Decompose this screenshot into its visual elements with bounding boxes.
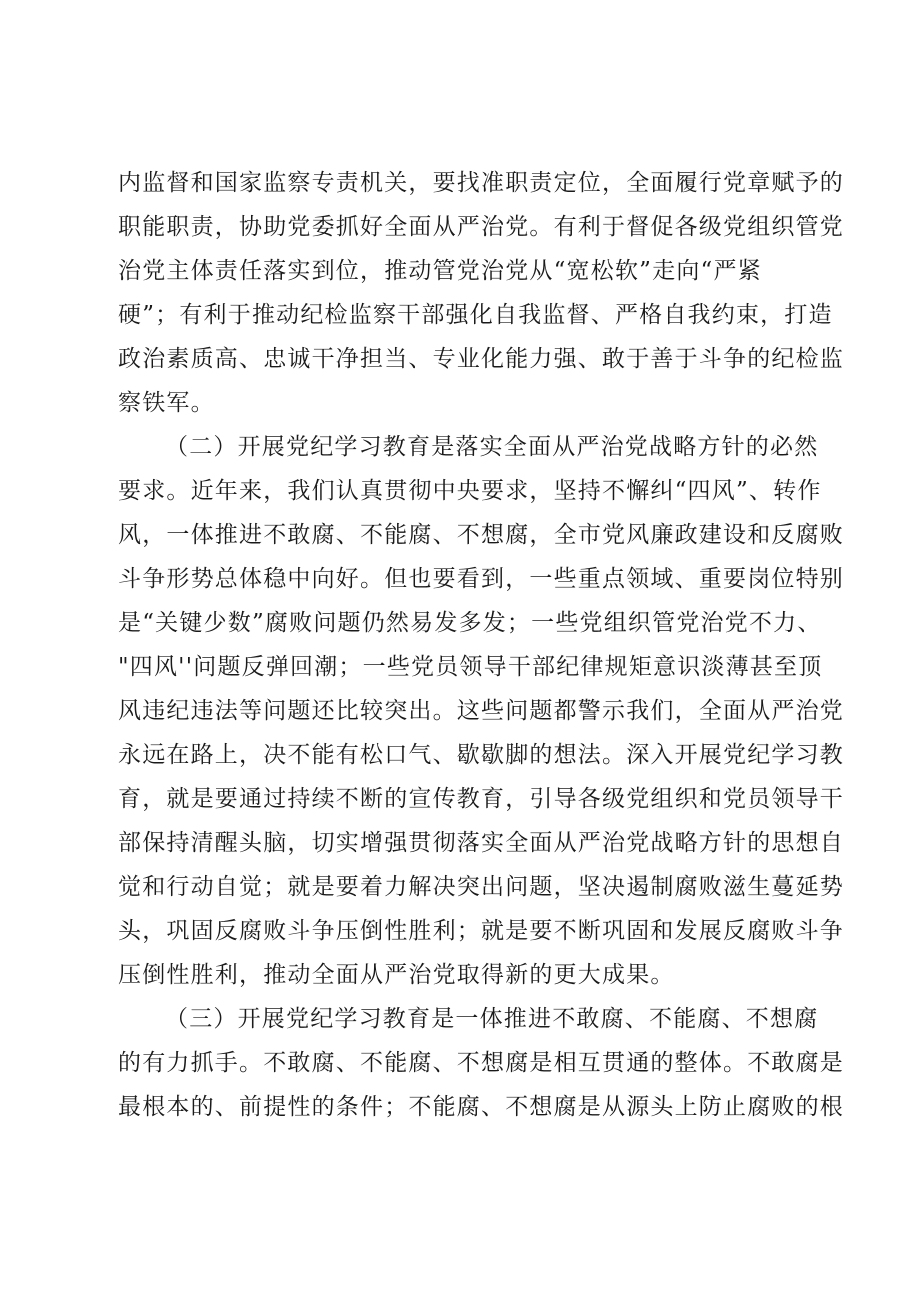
text-line: 职能职责，协助党委抓好全面从严治党。有利于督促各级党组织管党 xyxy=(118,214,844,240)
text-line: 内监督和国家监察专责机关，要找准职责定位，全面履行党章赋予的 xyxy=(118,170,844,196)
text-line: 政治素质高、忠诚干净担当、专业化能力强、敢于善于斗争的纪检监 xyxy=(118,346,844,372)
text-line: 察铁军。 xyxy=(118,390,215,416)
text-line: 治党主体责任落实到位，推动管党治党从“宽松软”走向“严紧 xyxy=(118,258,762,284)
text-line: 要求。近年来，我们认真贯彻中央要求，坚持不懈纠“四风”、转作 xyxy=(118,478,822,504)
text-line: 风，一体推进不敢腐、不能腐、不想腐，全市党风廉政建设和反腐败 xyxy=(118,522,844,548)
text-line: "四风''问题反弹回潮；一些党员领导干部纪律规矩意识淡薄甚至顶 xyxy=(118,654,823,680)
text-line: 是“关键少数”腐败问题仍然易发多发；一些党组织管党治党不力、 xyxy=(118,610,822,636)
text-line: 风违纪违法等问题还比较突出。这些问题都警示我们，全面从严治党 xyxy=(118,698,844,724)
text-line: 觉和行动自觉；就是要着力解决突出问题，坚决遏制腐败滋生蔓延势 xyxy=(118,874,844,900)
text-line: 硬”；有利于推动纪检监察干部强化自我监督、严格自我约束，打造 xyxy=(118,302,833,328)
text-line: 头，巩固反腐败斗争压倒性胜利；就是要不断巩固和发展反腐败斗争 xyxy=(118,918,844,944)
text-line: 的有力抓手。不敢腐、不能腐、不想腐是相互贯通的整体。不敢腐是 xyxy=(118,1050,844,1076)
text-line: 部保持清醒头脑，切实增强贯彻落实全面从严治党战略方针的思想自 xyxy=(118,830,844,856)
text-line: 永远在路上，决不能有松口气、歇歇脚的想法。深入开展党纪学习教 xyxy=(118,742,844,768)
text-line: 斗争形势总体稳中向好。但也要看到，一些重点领域、重要岗位特别 xyxy=(118,566,844,592)
text-line: 育，就是要通过持续不断的宣传教育，引导各级党组织和党员领导干 xyxy=(118,786,844,812)
text-line: 最根本的、前提性的条件；不能腐、不想腐是从源头上防止腐败的根 xyxy=(118,1094,844,1120)
section-heading-line: （二）开展党纪学习教育是落实全面从严治党战略方针的必然 xyxy=(165,434,819,460)
text-line: 压倒性胜利，推动全面从严治党取得新的更大成果。 xyxy=(118,962,675,988)
section-heading-line: （三）开展党纪学习教育是一体推进不敢腐、不能腐、不想腐 xyxy=(165,1006,819,1032)
